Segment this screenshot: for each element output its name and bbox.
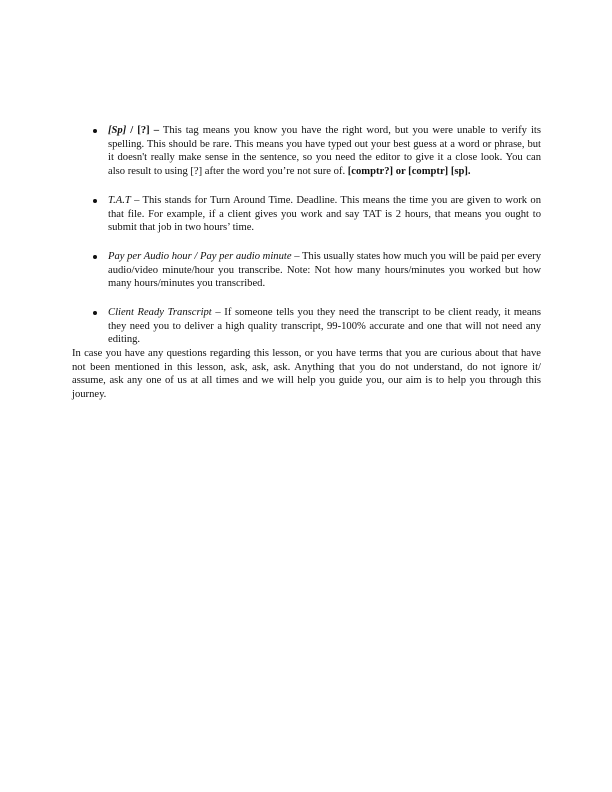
bullet-icon (93, 199, 97, 203)
term-title: Pay per Audio hour / Pay per audio minute (108, 250, 292, 262)
list-item-pay-per-audio (108, 250, 541, 291)
bullet-icon (93, 129, 97, 133)
list-item-tat (108, 194, 541, 235)
terms-list (108, 124, 541, 362)
term-question: / [?] – (126, 125, 159, 136)
term-description: – This usually states how much you will be paid per every audio/video minute/hour you transcribe. Note: Not how many hours/minutes you worked but how many hours/minutes you transcribed. (108, 250, 541, 290)
term-description: – If someone tells you they need the transcript to be client ready, it means they need you to deliver a high quality transcript, 99-100% accurate and one that will not need any editing. (108, 307, 541, 346)
list-item-sp-tag (108, 124, 541, 179)
list-item-client-ready (108, 306, 541, 347)
term-description: This tag means you know you have the right word, but you were unable to verify its spelling. This should be rare. This means you have typed out your best guess at a word or phrase, but it doesn't really make sense in the sentence, so you need the editor to give it a close look. You can also result to using [?] after the word you’re not sure of. (108, 125, 541, 178)
bullet-icon (93, 255, 97, 259)
term-sp: [Sp] (108, 125, 127, 136)
term-title: T.A.T (108, 194, 131, 206)
term-title: Client Ready Transcript (108, 307, 212, 319)
term-example: [comptr?] or [comptr] [sp]. (347, 166, 471, 178)
term-description: – This stands for Turn Around Time. Deadline. This means the time you are given to work on that file. For example, if a client gives you work and say TAT is 2 hours, that means you ought to submit that job in two hours’ time. (108, 194, 541, 234)
bullet-icon (93, 311, 97, 315)
closing-paragraph: In case you have any questions regarding this lesson, or you have terms that you are curious about that have not been mentioned in this lesson, ask, ask, ask. Anything that you do not understand, do not ignore it/ assume, ask any one of us at all times and we will help you guide you, our aim is to help you through this journey. (72, 348, 541, 401)
